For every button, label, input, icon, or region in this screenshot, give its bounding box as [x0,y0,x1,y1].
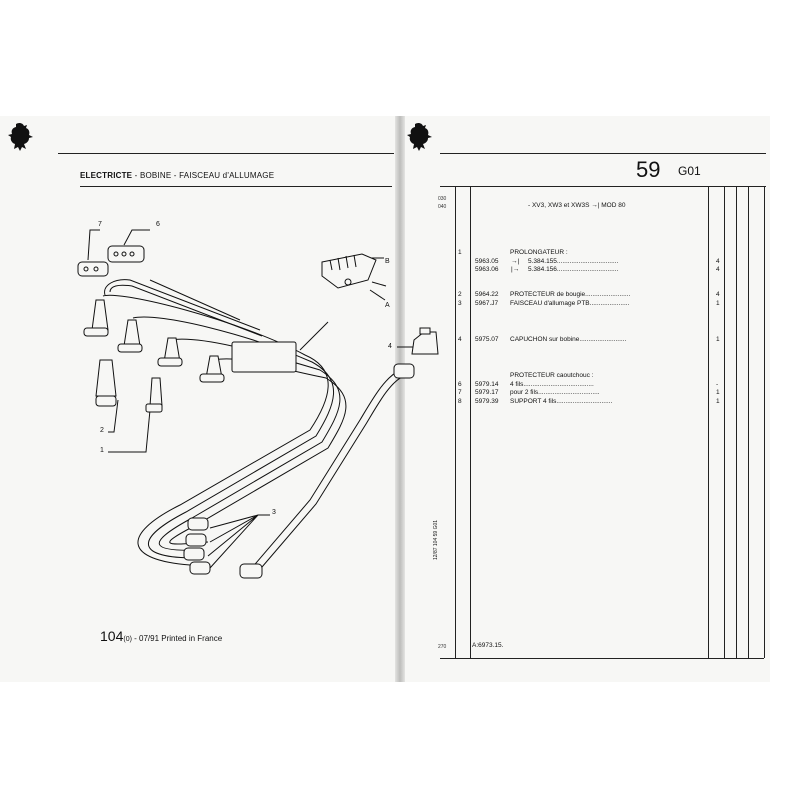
row-quantity: 4 [716,291,720,298]
side-code-030: 030 [438,196,447,202]
row-description: PROTECTEUR de bougie......................... [510,291,631,298]
bottom-rule [440,658,764,659]
row-quantity: 1 [716,389,720,396]
arrow-from-icon: |→ [511,266,520,273]
callout-6: 6 [156,221,160,228]
col-line-2 [470,186,471,658]
page-number: 59 [636,157,661,182]
row-description: 4 fils....................................... [510,381,594,388]
row-description: 5.384.156.................................. [528,266,619,273]
callout-7: 7 [98,221,102,228]
col-line-4 [724,186,725,658]
row-ref: 1 [458,249,462,256]
row-part-number: 5963.05 [475,258,499,265]
row-part-number: 5963.06 [475,266,499,273]
row-quantity: 4 [716,266,720,273]
row-description: SUPPORT 4 fils............................... [510,398,613,405]
row-quantity: 1 [716,300,720,307]
row-description: 5.384.155.................................. [528,258,619,265]
footer-page-number: 104 [100,628,124,644]
col-line-1 [455,186,456,658]
callout-3: 3 [272,509,276,516]
section-subtitle: - BOBINE - FAISCEAU d'ALLUMAGE [134,171,275,180]
section-name: ELECTRICTE [80,171,133,180]
footer-print-info: - 07/91 Printed in France [131,634,223,643]
col-line-3 [708,186,709,658]
row-ref: 4 [458,336,462,343]
row-description: FAISCEAU d'allumage PTB...................... [510,300,630,307]
callout-4: 4 [388,343,392,350]
bottom-code: 270 [438,644,447,650]
callout-b: B [385,258,390,265]
row-quantity: 1 [716,336,720,343]
footer-variant: (0) [123,636,132,643]
callout-2: 2 [100,427,104,434]
callout-a: A [385,302,390,309]
row-part-number: 5975.07 [475,336,499,343]
callout-1: 1 [100,447,104,454]
model-text: - XV3, XW3 et XW3S [528,202,590,209]
col-line-5 [736,186,737,658]
model-mod: MOD 80 [601,202,626,209]
col-line-7 [764,186,765,658]
row-description: PROTECTEUR caoutchouc : [510,372,594,379]
model-line [528,202,625,210]
row-part-number: 5967.J7 [475,300,499,307]
row-description: PROLONGATEUR : [510,249,568,256]
row-quantity: 4 [716,258,720,265]
col-line-6 [748,186,749,658]
row-quantity: 1 [716,398,720,405]
left-footer [100,628,222,644]
to-arrow-icon: →| [591,202,600,209]
arrow-to-icon: →| [511,258,520,265]
row-part-number: 5964.22 [475,291,499,298]
row-ref: 8 [458,398,462,405]
row-ref: 7 [458,389,462,396]
row-ref: 6 [458,381,462,388]
row-part-number: 5979.17 [475,389,499,396]
side-code-040: 040 [438,204,447,210]
row-description: CAPUCHON sur bobine.......................... [510,336,627,343]
bottom-ref: A:6973.15. [472,642,504,649]
row-ref: 3 [458,300,462,307]
row-description: pour 2 fils.................................. [510,389,600,396]
row-part-number: 5979.14 [475,381,499,388]
rotated-side-label: 12/87 104 59 G01 [433,519,439,560]
row-quantity: - [716,381,719,388]
page-code: G01 [678,164,701,178]
row-ref: 2 [458,291,462,298]
row-part-number: 5979.39 [475,398,499,405]
